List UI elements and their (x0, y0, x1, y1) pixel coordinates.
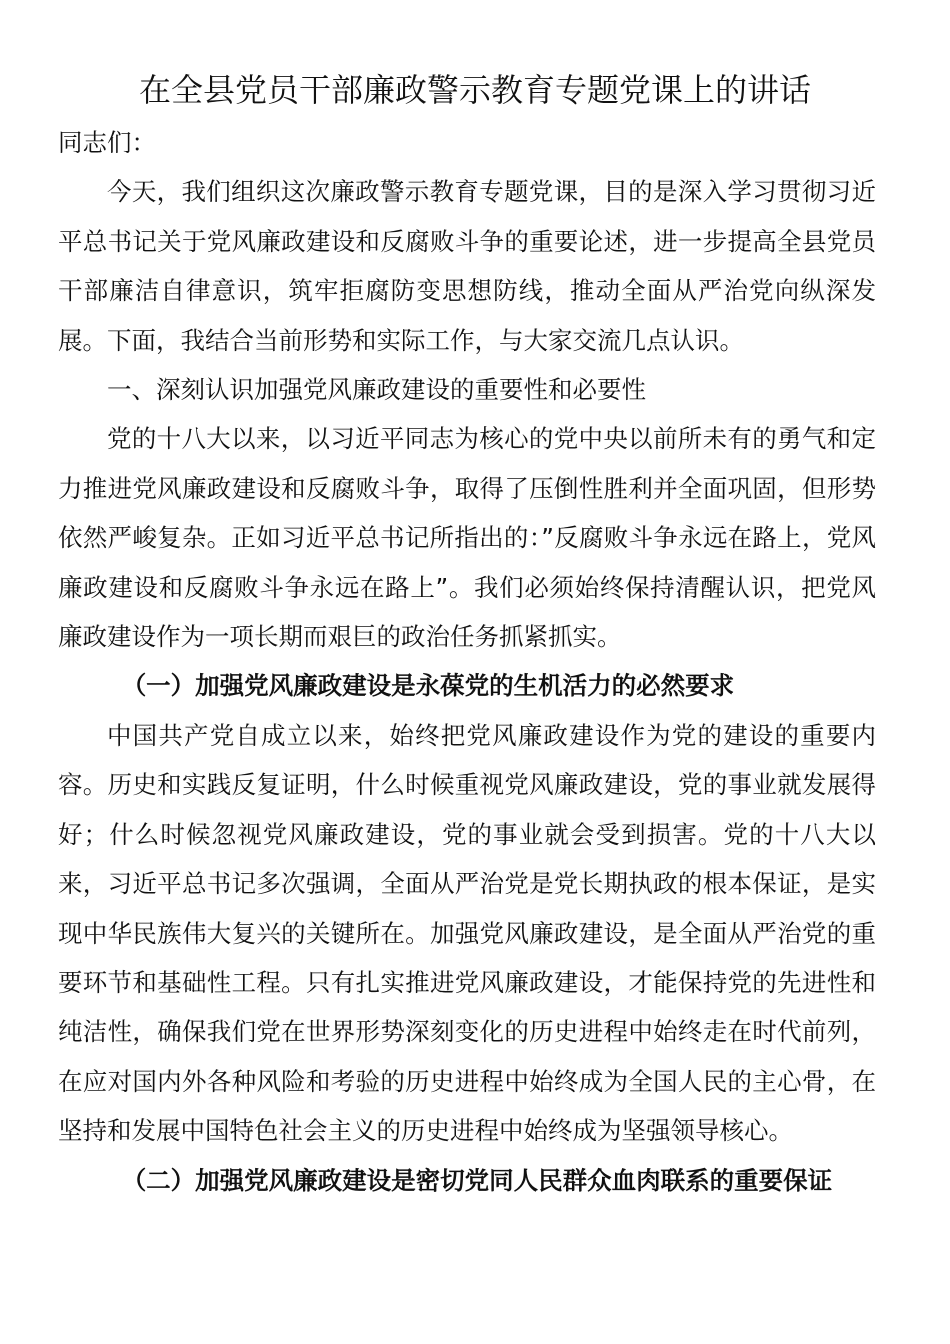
subsection-heading-1: （一）加强党风廉政建设是永葆党的生机活力的必然要求 (121, 671, 735, 701)
document-body (58, 118, 876, 1205)
document-title: 在全县党员干部廉政警示教育专题党课上的讲话 (138, 71, 811, 109)
subsection-heading-2: （二）加强党风廉政建设是密切党同人民群众血肉联系的重要保证 (121, 1165, 833, 1195)
intro-paragraph: 今天，我们组织这次廉政警示教育专题党课，目的是深入学习贯彻习近平总书记关于党风廉政建设和反腐败斗争的重要论述，进一步提高全县党员干部廉洁自律意识，筑牢拒腐防变思想防线，推动全面从严治党向纵深发展。下面，我结合当前形势和实际工作，与大家交流几点认识。 (58, 177, 876, 355)
section-1-paragraph: 党的十八大以来，以习近平同志为核心的党中央以前所未有的勇气和定力推进党风廉政建设和反腐败斗争，取得了压倒性胜利并全面巩固，但形势依然严峻复杂。正如习近平总书记所指出的：”反腐败斗争永远在路上，党风廉政建设和反腐败斗争永远在路上”。我们必须始终保持清醒认识，把党风廉政建设作为一项长期而艰巨的政治任务抓紧抓实。 (58, 424, 876, 652)
salutation: 同志们： (58, 128, 156, 157)
section-heading-1: 一、深刻认识加强党风廉政建设的重要性和必要性 (107, 375, 646, 405)
subsection-1-paragraph: 中国共产党自成立以来，始终把党风廉政建设作为党的建设的重要内容。历史和实践反复证明，什么时候重视党风廉政建设，党的事业就发展得好；什么时候忽视党风廉政建设，党的事业就会受到损害。党的十八大以来，习近平总书记多次强调，全面从严治党是党长期执政的根本保证，是实现中华民族伟大复兴的关键所在。加强党风廉政建设，是全面从严治党的重要环节和基础性工程。只有扎实推进党风廉政建设，才能保持党的先进性和纯洁性，确保我们党在世界形势深刻变化的历史进程中始终走在时代前列，在应对国内外各种风险和考验的历史进程中始终成为全国人民的主心骨，在坚持和发展中国特色社会主义的历史进程中始终成为坚强领导核心。 (58, 720, 876, 1146)
